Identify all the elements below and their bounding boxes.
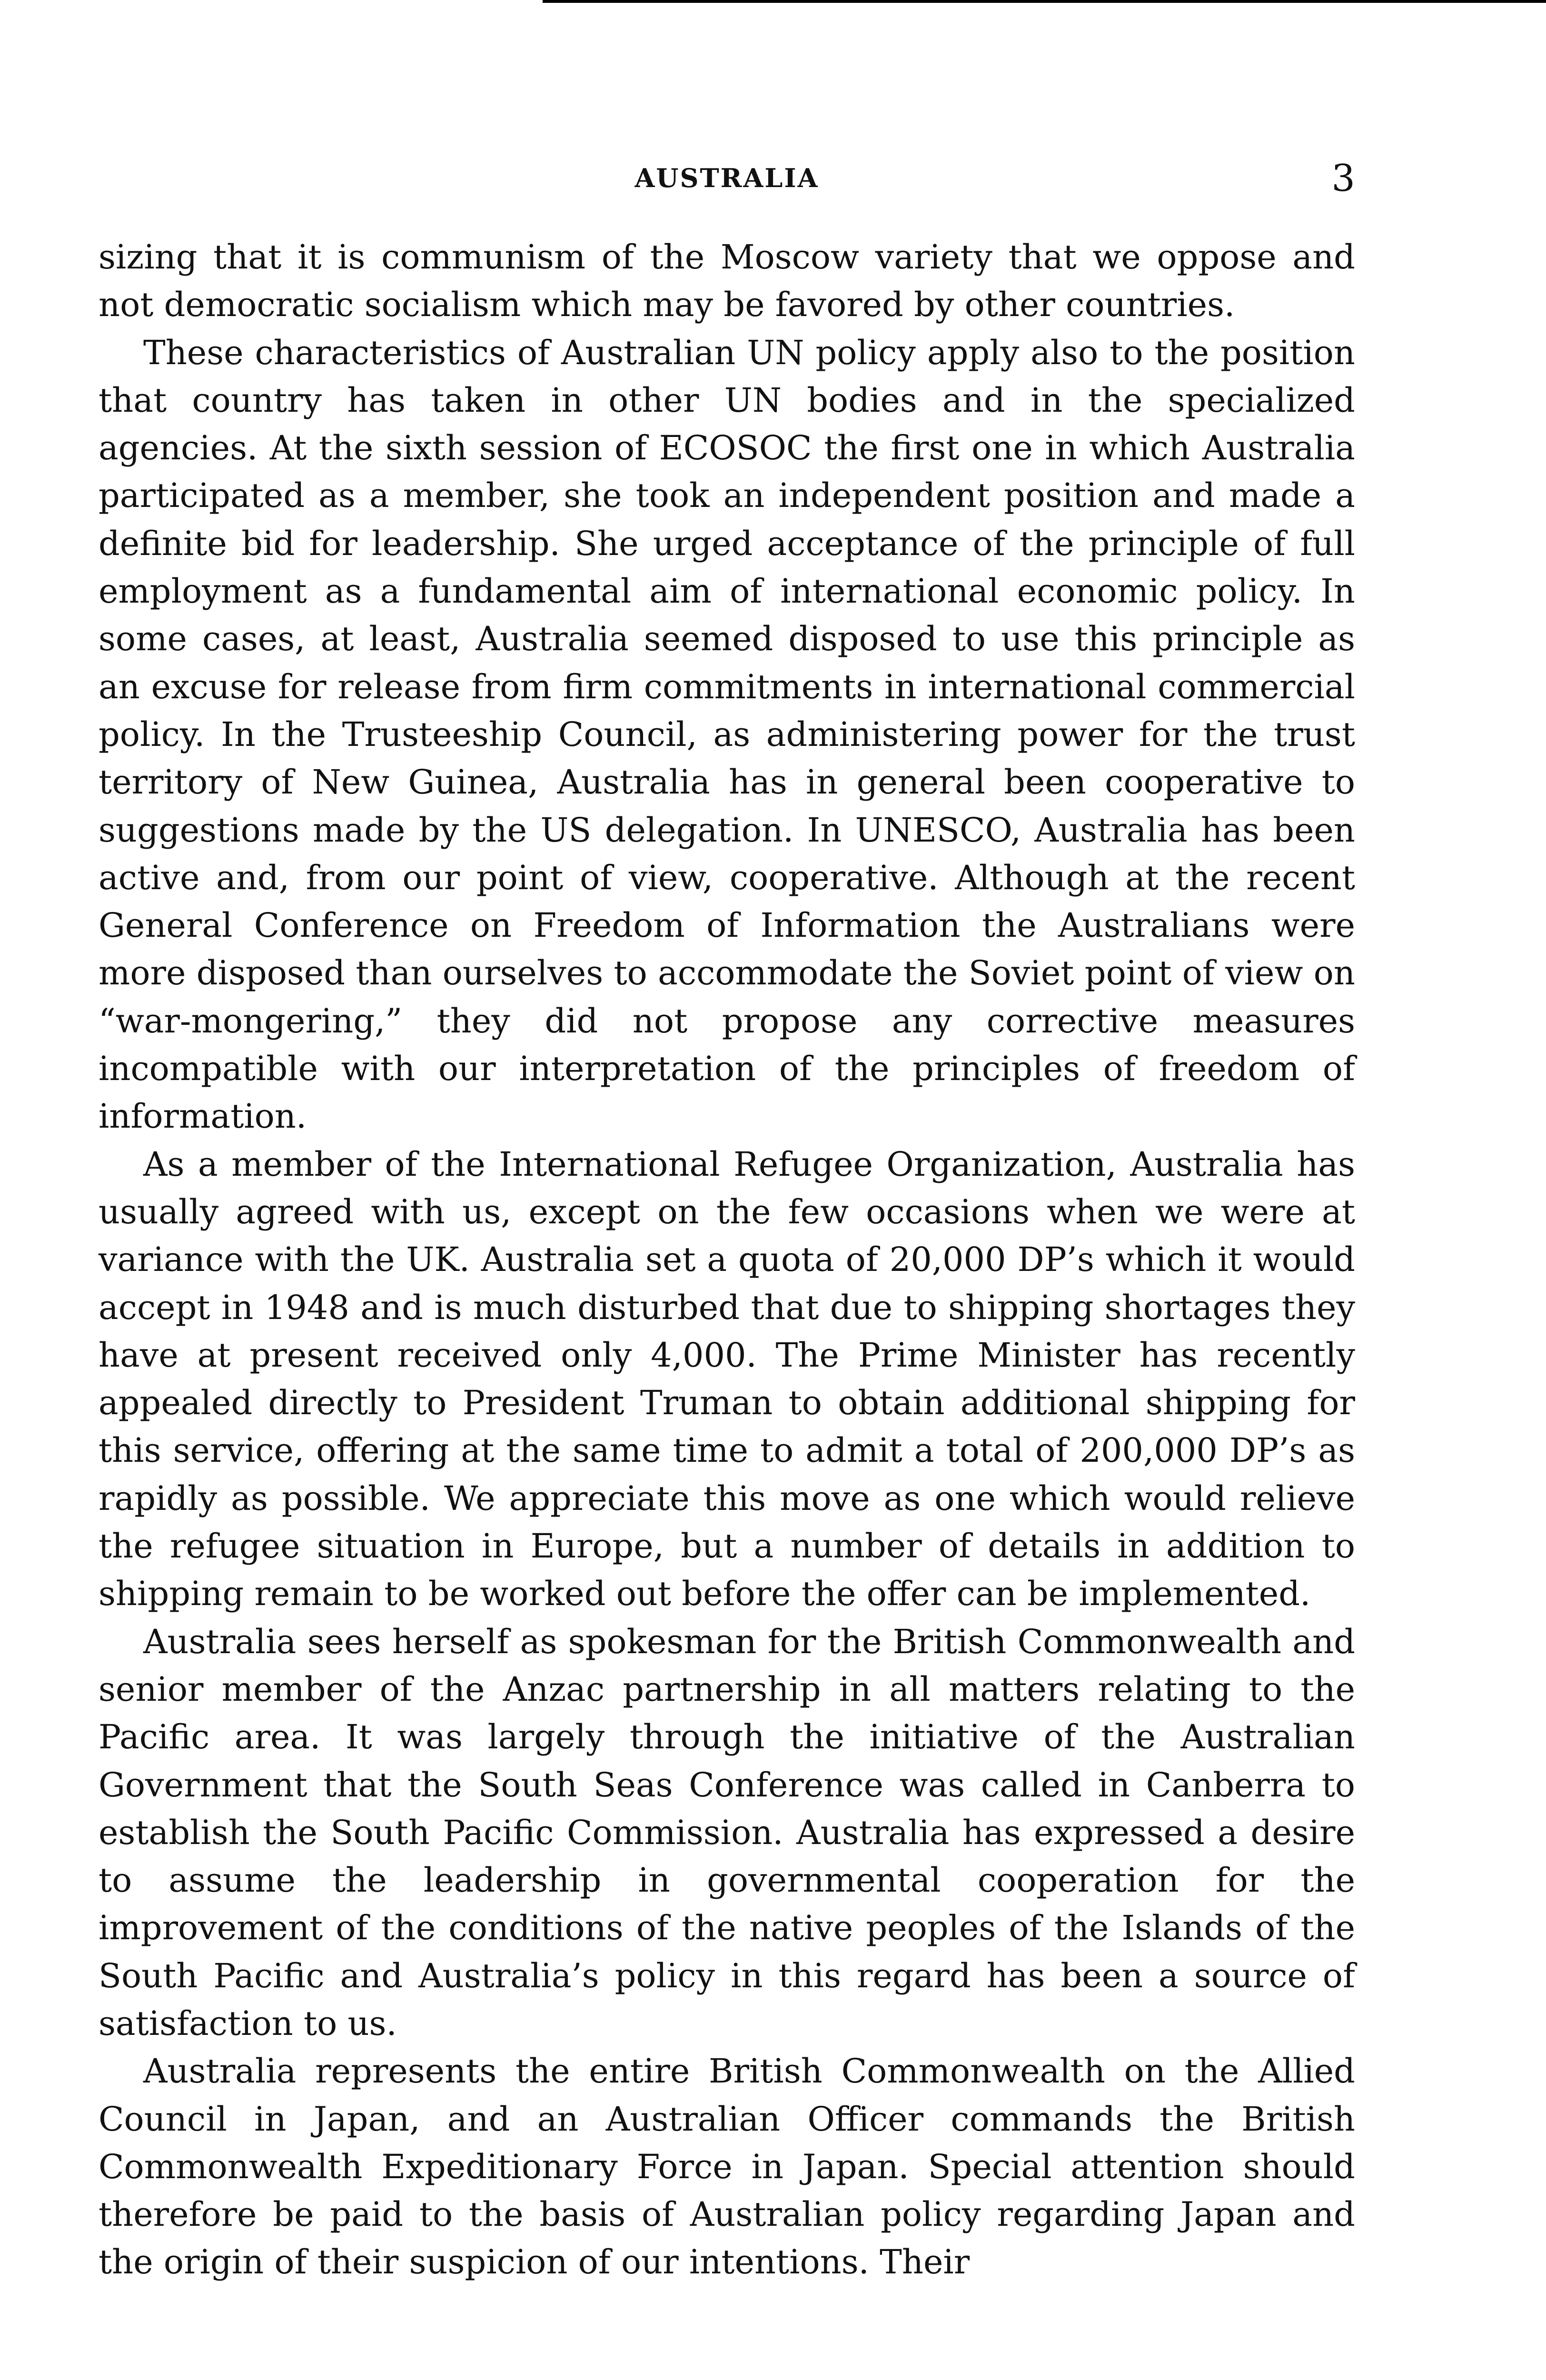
page-number: 3 bbox=[1331, 157, 1355, 200]
paragraph-pacific-area: Australia sees herself as spokesman for the British Commonwealth and senior member of the Anzac partnership in all matters relating to the Pacific area. It was largely through the initiative of the Australian Government that the South Seas Conference was called in Canberra to establish the South Pacific Commission. Australia has expressed a desire to assume the leadership in governmental cooperation for the improvement of the conditions of the native peoples of the Islands of the South Pacific and Australia’s policy in this regard has been a source of satisfaction to us. bbox=[99, 1622, 1355, 2043]
page-title: AUSTRALIA bbox=[634, 163, 819, 193]
paragraph-un-bodies: These characteristics of Australian UN policy apply also to the position that country has taken in other UN bodies and in the specialized agencies. At the sixth session of ECOSOC the first one in which Australia participated as a member, she took an independent position and made a definite bid for leadership. She urged acceptance of the principle of full employment as a fundamental aim of international economic policy. In some cases, at least, Australia seemed disposed to use this principle as an excuse for release from firm commitments in international commercial policy. In the Trusteeship Council, as administering power for the trust territory of New Guinea, Australia has in general been cooperative to suggestions made by the US delegation. In UNESCO, Australia has been active and, from our point of view, cooperative. Although at the recent General Conference on Freedom of Information the Australians were more disposed than ourselves to accommodate the Soviet point of view on “war-mongering,” they did not propose any corrective measures incompatible with our interpretation of the principles of freedom of information. bbox=[99, 333, 1355, 1136]
paragraph-japan: Australia represents the entire British Commonwealth on the Allied Council in Japan, and an Australian Officer commands the British Commonwealth Expeditionary Force in Japan. Special attention should therefore be paid to the basis of Australian policy regarding Japan and the origin of their suspicion of our intentions. Their bbox=[99, 2052, 1355, 2282]
paragraph-refugee-organization: As a member of the International Refugee Organization, Australia has usually agreed with us, except on the few occasions when we were at variance with the UK. Australia set a quota of 20,000 DP’s which it would accept in 1948 and is much disturbed that due to shipping shortages they have at present received only 4,000. The Prime Minister has recently appealed directly to President Truman to obtain additional shipping for this service, offering at the same time to admit a total of 200,000 DP’s as rapidly as possible. We appreciate this move as one which would relieve the refugee situation in Europe, but a number of details in addition to shipping remain to be worked out before the offer can be implemented. bbox=[99, 1144, 1355, 1614]
running-head bbox=[99, 157, 1355, 205]
paragraph-continued: sizing that it is communism of the Moscow variety that we oppose and not democratic socialism which may be favored by other countries. bbox=[99, 238, 1355, 325]
top-rule bbox=[543, 0, 1546, 3]
body-text bbox=[99, 233, 1355, 2286]
